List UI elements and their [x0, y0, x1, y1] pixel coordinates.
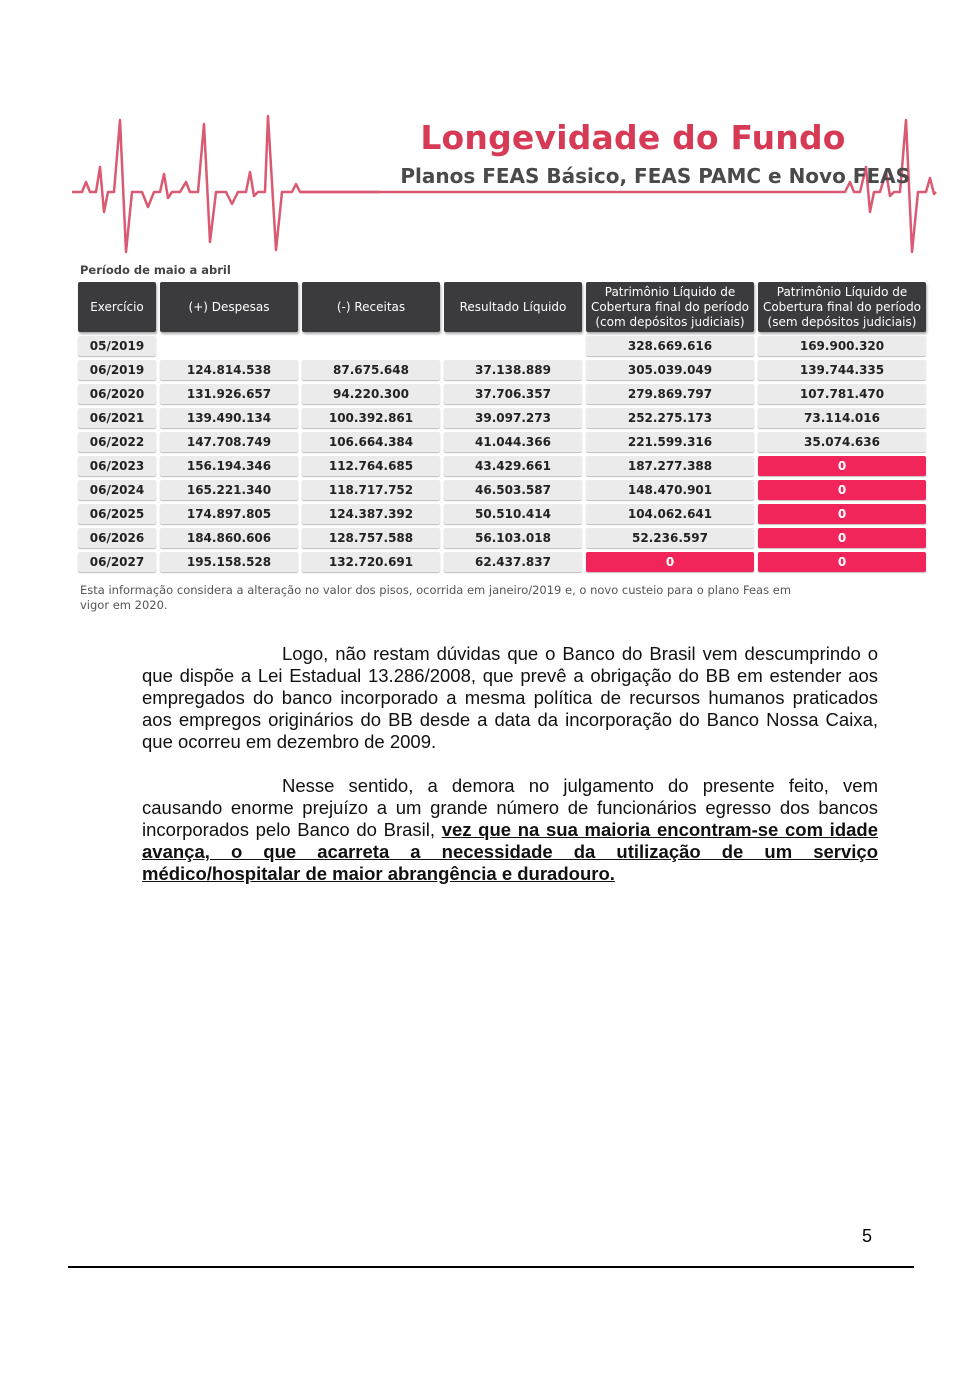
table-cell-value: 195.158.528 [160, 552, 298, 572]
table-cell-value [444, 336, 582, 356]
table-cell-value: 52.236.597 [586, 528, 754, 548]
table-row [78, 360, 930, 380]
paragraph-2-text: Nesse sentido, a demora no julgamento do presente feito, vem causando enorme prejuízo a um grande número de funcionários egresso dos bancos incorporados pelo Banco do Brasil, [142, 775, 878, 840]
table-cell-value: 305.039.049 [586, 360, 754, 380]
table-row [78, 336, 930, 356]
table-cell-value: 156.194.346 [160, 456, 298, 476]
table-cell-value: 128.757.588 [302, 528, 440, 548]
header-receitas: (-) Receitas [302, 282, 440, 332]
table-cell-value: 106.664.384 [302, 432, 440, 452]
table-cell-value: 0 [758, 456, 926, 476]
table-cell-exercicio: 06/2026 [78, 528, 156, 548]
table-cell-value: 112.764.685 [302, 456, 440, 476]
banner-title: Longevidade do Fundo [420, 118, 846, 157]
table-cell-exercicio: 06/2019 [78, 360, 156, 380]
table-cell-value: 169.900.320 [758, 336, 926, 356]
table-cell-value: 73.114.016 [758, 408, 926, 428]
table-cell-value: 87.675.648 [302, 360, 440, 380]
table-cell-value: 187.277.388 [586, 456, 754, 476]
table-body [78, 336, 930, 572]
banner-subtitle: Planos FEAS Básico, FEAS PAMC e Novo FEAS [400, 164, 910, 188]
table-cell-value: 56.103.018 [444, 528, 582, 548]
table-cell-value: 139.744.335 [758, 360, 926, 380]
table-cell-value: 252.275.173 [586, 408, 754, 428]
table-row [78, 408, 930, 428]
footer-divider [68, 1266, 914, 1268]
table-cell-value: 165.221.340 [160, 480, 298, 500]
table-cell-value: 37.138.889 [444, 360, 582, 380]
table-cell-value: 0 [758, 552, 926, 572]
table-cell-value: 124.387.392 [302, 504, 440, 524]
table-cell-value: 100.392.861 [302, 408, 440, 428]
header-resultado-liquido: Resultado Líquido [444, 282, 582, 332]
table-cell-value: 184.860.606 [160, 528, 298, 548]
paragraph-1 [142, 643, 878, 753]
table-cell-value: 148.470.901 [586, 480, 754, 500]
header-patrimonio-com-depositos: Patrimônio Líquido de Cobertura final do período (com depósitos judiciais) [586, 282, 754, 332]
table-cell-exercicio: 06/2025 [78, 504, 156, 524]
table-footnote: Esta informação considera a alteração no valor dos pisos, ocorrida em janeiro/2019 e, o novo custeio para o plano Feas em vigor em 2020. [80, 583, 792, 612]
table-cell-value [302, 336, 440, 356]
table-cell-value: 0 [586, 552, 754, 572]
table-cell-value: 118.717.752 [302, 480, 440, 500]
period-label: Período de maio a abril [80, 263, 231, 277]
table-cell-value: 279.869.797 [586, 384, 754, 404]
table-cell-value: 328.669.616 [586, 336, 754, 356]
table-cell-exercicio: 06/2020 [78, 384, 156, 404]
table-row [78, 552, 930, 572]
table-row [78, 480, 930, 500]
table-cell-value [160, 336, 298, 356]
table-row [78, 384, 930, 404]
table-cell-value: 41.044.366 [444, 432, 582, 452]
table-cell-exercicio: 06/2023 [78, 456, 156, 476]
table-cell-value: 139.490.134 [160, 408, 298, 428]
header-despesas: (+) Despesas [160, 282, 298, 332]
table-row [78, 432, 930, 452]
table-row [78, 528, 930, 548]
table-cell-value: 107.781.470 [758, 384, 926, 404]
table-row [78, 504, 930, 524]
banner [70, 112, 938, 262]
table-cell-value: 46.503.587 [444, 480, 582, 500]
table-row [78, 456, 930, 476]
header-patrimonio-sem-depositos: Patrimônio Líquido de Cobertura final do período (sem depósitos judiciais) [758, 282, 926, 332]
header-exercicio: Exercício [78, 282, 156, 332]
table-cell-exercicio: 06/2021 [78, 408, 156, 428]
paragraph-2-emphasis: vez que na sua maioria encontram-se com idade avança, o que acarreta a necessidade da utilização de um serviço médico/hospitalar de maior abrangência e duradouro. [142, 819, 878, 884]
table-header-row [78, 282, 930, 332]
table-cell-value: 62.437.837 [444, 552, 582, 572]
table-cell-value: 174.897.805 [160, 504, 298, 524]
table-cell-value: 0 [758, 504, 926, 524]
paragraph-2 [142, 775, 878, 885]
table-cell-value: 131.926.657 [160, 384, 298, 404]
page-number: 5 [862, 1226, 873, 1246]
table-cell-value: 147.708.749 [160, 432, 298, 452]
table-cell-value: 94.220.300 [302, 384, 440, 404]
table-cell-value: 0 [758, 480, 926, 500]
fund-longevity-table [78, 282, 930, 576]
table-cell-exercicio: 06/2022 [78, 432, 156, 452]
table-cell-value: 43.429.661 [444, 456, 582, 476]
table-cell-value: 104.062.641 [586, 504, 754, 524]
table-cell-value: 221.599.316 [586, 432, 754, 452]
table-cell-exercicio: 06/2024 [78, 480, 156, 500]
table-cell-value: 0 [758, 528, 926, 548]
table-cell-value: 124.814.538 [160, 360, 298, 380]
table-cell-value: 37.706.357 [444, 384, 582, 404]
table-cell-value: 35.074.636 [758, 432, 926, 452]
table-cell-exercicio: 05/2019 [78, 336, 156, 356]
paragraph-1-text: Logo, não restam dúvidas que o Banco do Brasil vem descumprindo o que dispõe a Lei Estadual 13.286/2008, que prevê a obrigação do BB em estender aos empregados do banco incorporado a mesma política de recursos humanos praticados aos empregos originários do BB desde a data da incorporação do Banco Nossa Caixa, que ocorreu em dezembro de 2009. [142, 643, 878, 752]
table-cell-value: 50.510.414 [444, 504, 582, 524]
table-cell-value: 132.720.691 [302, 552, 440, 572]
table-cell-exercicio: 06/2027 [78, 552, 156, 572]
table-cell-value: 39.097.273 [444, 408, 582, 428]
